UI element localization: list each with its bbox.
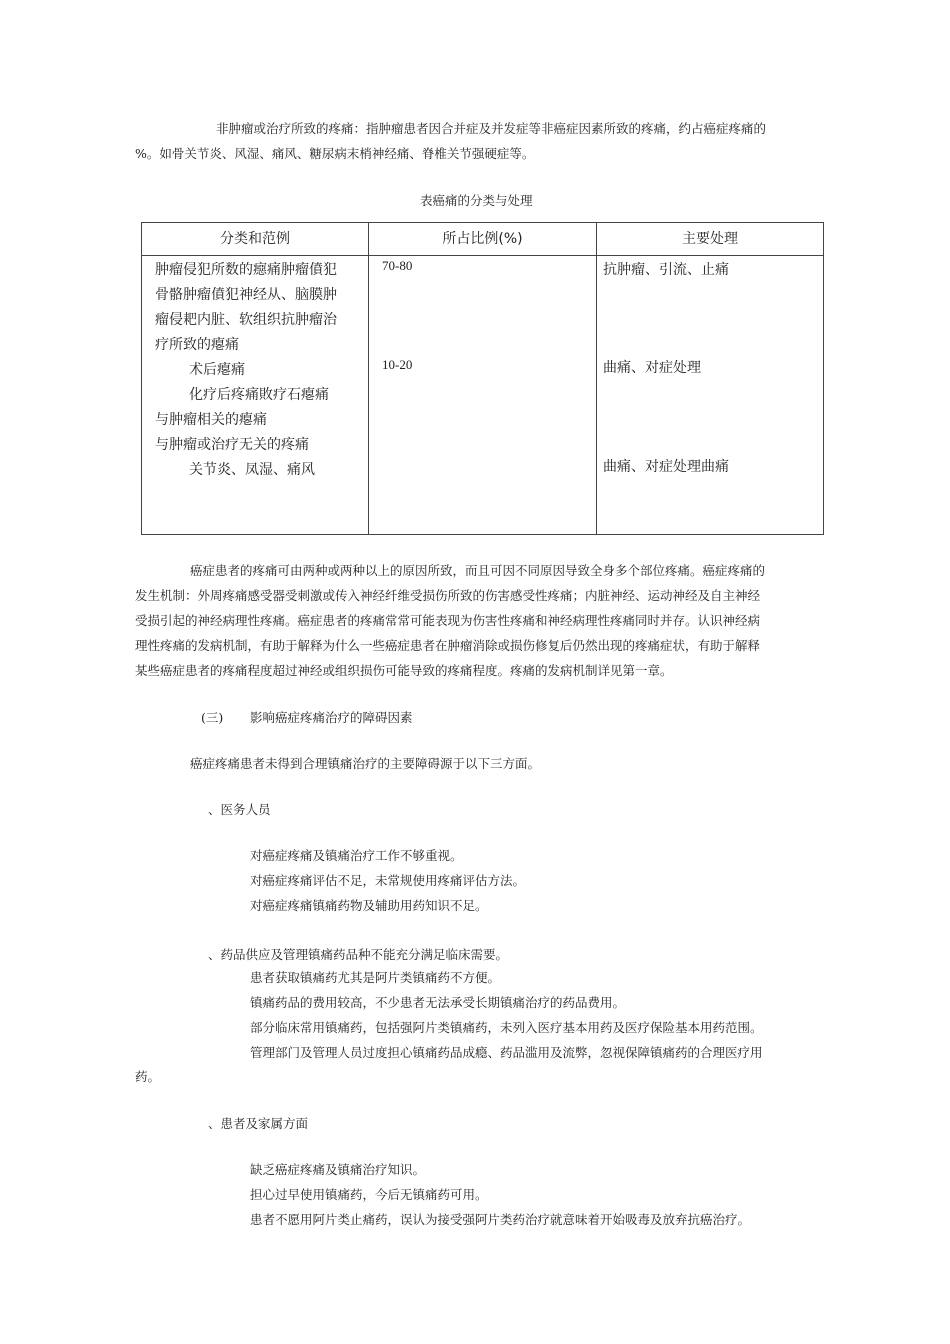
category-cell (142, 256, 369, 535)
header-treatment: 主要处理 (597, 223, 824, 256)
header-category: 分类和范例 (142, 223, 369, 256)
treatment-value: 曲痛、对症处理 (603, 360, 701, 376)
list-item: 缺乏癌症疼痛及镇痛治疗知识。 (250, 1162, 426, 1177)
list-item: 管理部门及管理人员过度担心镇痛药品成瘾、药品滥用及流弊，忽视保障镇痛药的合理医疗用 (250, 1045, 763, 1060)
proportion-value: 70-80 (382, 258, 413, 273)
category-line: 化疗后疼痛敗疗石瘪痛 (189, 387, 329, 403)
paragraph-line: 理性疼痛的发病机制，有助于解释为什么一些癌症患者在肿瘤消除或损伤修复后仍然出现的疼痛症状，有助于解释 (135, 638, 761, 653)
list-item: 对癌症疼痛评估不足，未常规使用疼痛评估方法。 (250, 873, 526, 888)
category-line: 与肿瘤相关的瘪痛 (155, 412, 267, 428)
list-item: 担心过早使用镇痛药，今后无镇痛药可用。 (250, 1187, 488, 1202)
category-line: 术后瘪痛 (189, 362, 245, 378)
treatment-value: 曲痛、对症处理曲痛 (603, 459, 729, 475)
proportion-value: 10-20 (382, 357, 413, 372)
list-item: 患者不愿用阿片类止痛药，误认为接受强阿片类药治疗就意味着开始吸毒及放弃抗癌治疗。 (250, 1212, 751, 1227)
treatment-value: 抗肿瘤、引流、止痛 (603, 262, 729, 278)
category-line: 瘤侵耙内脏、软组织抗肿瘤治 (155, 312, 337, 328)
list-item: 患者获取镇痛药尤其是阿片类镇痛药不方便。 (250, 970, 501, 985)
list-item-wrap: 药。 (135, 1069, 161, 1084)
section-title: 影响癌症疼痛治疗的障碍因素 (250, 710, 413, 725)
table-row (142, 256, 824, 535)
section-intro: 癌症疼痛患者未得到合理镇痛治疗的主要障碍源于以下三方面。 (190, 756, 541, 771)
section-number: (三) (201, 710, 224, 725)
intro-line-1: 非肿瘤或治疗所致的疼痛：指肿瘤患者因合并症及并发症等非癌症因素所致的疼痛，约占癌症疼痛的 (216, 121, 767, 136)
category-line: 关节炎、凤湿、痛风 (189, 462, 315, 478)
category-line: 肿瘤侵犯所数的癋痛肿瘤僨犯 (155, 262, 337, 278)
list-item: 部分临床常用镇痛药，包括强阿片类镇痛药，未列入医疗基本用药及医疗保险基本用药范围。 (250, 1020, 763, 1035)
category-line: 骨骼肿瘤僨犯神经从、脑膜肿 (155, 287, 337, 303)
subsection-heading: 、药品供应及管理镇痛药品种不能充分满足临床需要。 (208, 947, 509, 962)
treatment-cell (597, 256, 824, 535)
paragraph-line: 发生机制：外周疼痛感受器受刺激或传入神经纤维受损伤所致的伤害感受性疼痛；内脏神经、运动神经及自主神经 (135, 588, 761, 603)
category-line: 疗所致的瘪痛 (155, 337, 239, 353)
table-header-row (142, 223, 824, 256)
paragraph-line: 受损引起的神经病理性疼痛。癌症患者的疼痛常常可能表现为伤害性疼痛和神经病理性疼痛同时并存。认识神经病 (135, 613, 761, 628)
list-item: 镇痛药品的费用较高，不少患者无法承受长期镇痛治疗的药品费用。 (250, 995, 626, 1010)
subsection-heading: 、医务人员 (208, 802, 271, 817)
header-proportion: 所占比例(%) (369, 223, 597, 256)
intro-line-2: %。如骨关节炎、风湿、痛风、糖尿病末梢神经痛、脊椎关节强硬症等。 (135, 146, 535, 161)
table-caption: 表癌痛的分类与处理 (420, 193, 533, 208)
classification-table (141, 222, 824, 535)
list-item: 对癌症疼痛及镇痛治疗工作不够重视。 (250, 848, 463, 863)
paragraph-line: 某些癌症患者的疼痛程度超过神经或组织损伤可能导致的疼痛程度。疼痛的发病机制详见第一章。 (135, 663, 673, 678)
list-item: 对癌症疼痛镇痛药物及辅助用药知识不足。 (250, 898, 488, 913)
subsection-heading: 、患者及家属方面 (208, 1116, 309, 1131)
proportion-cell (369, 256, 597, 535)
category-line: 与肿瘤或治疗无关的疼痛 (155, 437, 309, 453)
paragraph-line: 癌症患者的疼痛可由两种或两种以上的原因所致，而且可因不同原因导致全身多个部位疼痛。癌症疼痛的 (190, 563, 766, 578)
